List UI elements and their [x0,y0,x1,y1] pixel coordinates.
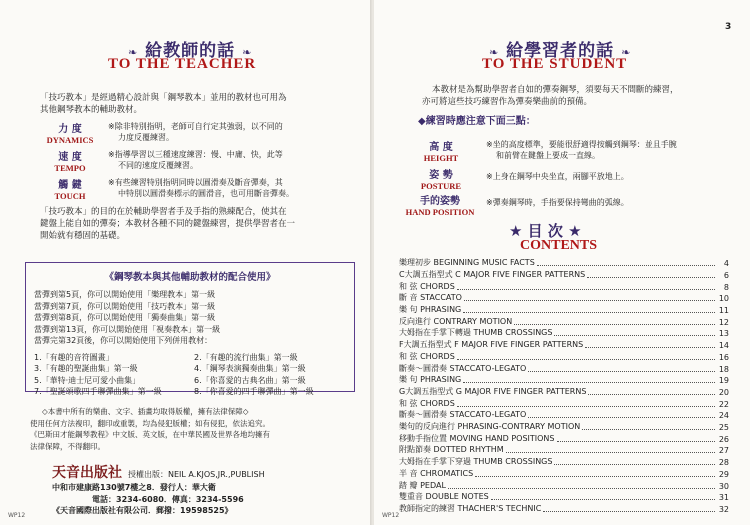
toc-page-number: 27 [718,446,729,456]
toc-item [399,257,729,268]
toc-label: 雙重音 DOUBLE NOTES [399,492,489,502]
practice-header: ◆練習時應注意下面三點： [418,116,536,127]
term-en: HAND POSITION [405,207,475,217]
toc-page-number: 8 [723,282,729,292]
term-en: TOUCH [54,191,86,201]
teacher-outro-line: 開始就有穩固的基礎。 [40,231,126,241]
page-number: 3 [725,22,732,32]
toc-leader [463,382,715,383]
teacher-title-zh-text: 給教師的話 [145,41,236,61]
toc-item [399,386,729,397]
toc-leader [543,511,715,512]
toc-item [399,280,729,291]
term-desc-line: 不同的速度反覆練習。 [118,161,198,170]
term-desc-line: ※坐的高度標準，要能很舒適得按觸到鋼琴：並且手腕 [486,140,677,149]
term-posture [406,166,476,191]
toc-label: 反向進行 CONTRARY MOTION [399,316,513,326]
right-page [374,0,750,525]
ornament-icon: ❧ [489,46,500,59]
toc-item [399,397,729,408]
student-title-en: TO THE STUDENT [482,56,628,72]
teacher-outro [40,206,360,242]
toc-label: G大調五指型式 G MAJOR FIVE FINGER PATTERNS [399,386,587,396]
supplement-lines [34,289,354,347]
toc-item [399,503,729,514]
toc-page-number: 28 [718,458,729,468]
toc-label: 教師指定的練習 THACHER'S TECHNIC [399,503,542,513]
toc-item [399,292,729,303]
toc-leader [528,417,715,418]
term-zh: 姿 勢 [429,170,453,181]
term-desc-line: 和前臂在鍵盤上要成一直線。 [496,151,600,160]
teacher-title-en: TO THE TEACHER [108,56,257,72]
toc-label: 樂 句 PHRASING [399,305,462,315]
toc-label: 和 弦 CHORDS [399,351,455,361]
term-height [406,138,476,163]
toc-leader [582,429,715,430]
notice-line: 法律保障，不得翻印。 [30,441,105,451]
supplement-line: 當彈完第32頁後，你可以開始使用下列併用教材： [34,336,213,345]
contents-title-en: CONTENTS [520,238,598,253]
toc-leader [448,488,715,489]
supplement-list-item: 4.「鋼琴表演獨奏曲集」第一級 [194,364,306,373]
toc-leader [528,371,715,372]
toc-page-number: 13 [718,329,729,339]
toc-item [399,409,729,420]
publisher-license: 授權出版：NEIL A.KJOS,JR.,PUBLISH [128,470,265,479]
teacher-intro-line: 「技巧教本」是經過精心設計與「鋼琴教本」並用的教材也可用為 [40,93,287,103]
copyright-notice [30,406,360,452]
term-desc-line: ※上身在鋼琴中央坐直，兩腳平放地上。 [486,172,629,181]
toc-label: 斷奏～圓滑奏 STACCATO-LEGATO [399,363,527,373]
toc-page-number: 29 [718,469,729,479]
supplement-list-row [34,363,354,375]
supplement-line: 當彈到第8頁，你可以開始使用「獨奏曲集」第一級 [34,313,216,322]
toc-page-number: 25 [718,423,729,433]
term-height-desc [486,139,746,161]
toc-leader [491,499,715,500]
term-zh: 手的姿勢 [420,196,460,207]
student-intro-line: 本教材是為幫助學習者自如的彈奏鋼琴，須要每天不間斷的練習， [432,85,679,95]
toc-label: C大調五指型式 C MAJOR FIVE FINGER PATTERNS [399,269,586,279]
term-en: DYNAMICS [46,135,94,145]
toc-label: 半 音 CHROMATICS [399,468,474,478]
student-intro [404,84,744,108]
teacher-intro [40,92,360,116]
term-desc-line: ※除非特別指明，老師可自行定其強弱，以不同的 [108,122,283,131]
term-desc-line: 中特別以圓滑奏標示的圓滑音，也可用斷音彈奏。 [118,189,294,198]
term-desc-line: ※指導學習以三種速度練習：慢、中庸、快，此等 [108,150,283,159]
toc-label: 大姆指在手掌下穿過 THUMB CROSSINGS [399,457,553,467]
term-touch [35,176,105,201]
student-title-zh-text: 給學習者的話 [506,41,615,61]
teacher-outro-line: 鍵盤上能自如的彈奏；本教材各種不同的鍵盤練習，提供學習者在一 [40,219,296,229]
page-code: WP12 [382,512,400,519]
supplement-line: 當彈到第7頁，你可以開始使用「技巧教本」第一級 [34,301,216,311]
toc-item [399,479,729,490]
term-en: HEIGHT [423,153,459,163]
toc-leader [587,277,715,278]
toc-item [399,421,729,432]
toc-page-number: 18 [718,364,729,374]
toc-page-number: 20 [718,387,729,397]
toc-leader [457,289,715,290]
toc-leader [475,476,715,477]
notice-line: ◇本書中所有的樂曲、文字、插畫均取得版權，擁有法律保障◇ [42,407,249,416]
term-zh: 速 度 [58,152,82,163]
toc-label: 附點節奏 DOTTED RHYTHM [399,445,504,455]
student-intro-line: 亦可將這些技巧練習作為彈奏樂曲前的預備。 [422,97,593,107]
publisher-phone: 電話：3234-6080．傳真：3234-5596 [92,494,244,504]
toc-page-number: 22 [718,399,729,409]
toc-label: 大姆指在手掌下轉過 THUMB CROSSINGS [399,328,553,338]
term-hand-position-desc [486,197,746,208]
toc-leader [588,394,715,395]
toc-page-number: 6 [723,270,729,280]
supplement-list-item: 6.「你喜愛的古典名曲」第一級 [194,375,306,385]
toc-item [399,304,729,315]
supplement-list-row [34,375,354,387]
supplement-list-row [34,352,354,364]
term-zh: 觸 鍵 [58,180,82,191]
toc-leader [585,347,715,348]
supplement-list-item: 3.「有趣的聖誕曲集」第一級 [34,364,138,373]
toc-label: 踏 瓣 PEDAL [399,480,446,490]
toc-page-number: 24 [718,411,729,421]
term-en: TEMPO [54,163,86,173]
toc-label: 樂理初步 BEGINNING MUSIC FACTS [399,258,535,268]
toc-page-number: 11 [718,306,729,316]
teacher-outro-line: 「技巧教本」的目的在於輔助學習者手及手指的熟練配合，使其在 [40,207,287,217]
toc-item [399,351,729,362]
toc-page-number: 26 [718,434,729,444]
toc-label: 斷 音 STACCATO [399,293,462,303]
toc-leader [457,359,715,360]
toc-label: 樂 句 PHRASING [399,375,462,385]
toc-page-number: 14 [718,341,729,351]
term-en: POSTURE [420,181,462,191]
toc-leader [537,265,715,266]
toc-item [399,468,729,479]
toc-label: 斷奏～圓滑奏 STACCATO-LEGATO [399,410,527,420]
toc-leader [554,335,715,336]
toc-item [399,339,729,350]
contents-title-zh: ★ 目 次 ★ [509,222,582,240]
toc-page-number: 16 [718,352,729,362]
toc-leader [554,464,715,465]
toc-leader [506,452,715,453]
ornament-icon: ❧ [242,46,253,59]
supplement-box [25,262,355,396]
supplement-list-item: 2.「有趣的流行曲集」第一級 [194,352,298,362]
toc-page-number: 4 [723,259,729,269]
toc-page-number: 19 [718,376,729,386]
toc-item [399,327,729,338]
term-posture-desc [486,171,746,182]
toc-item [399,456,729,467]
toc-item [399,374,729,385]
publisher-company: 《天音國際出版社有限公司．郵撥：19598525》 [52,506,233,515]
notice-line: 《巴斯田才能鋼琴教程》中文版、英文版，在中華民國及世界各地均擁有 [30,430,270,439]
supplement-list-item: 8.「你喜愛的四手聯彈曲」第一級 [194,387,314,396]
toc-leader [463,312,715,313]
left-page [0,0,372,525]
teacher-intro-line: 其他鋼琴教本的輔助教材。 [40,105,143,115]
toc-leader [464,300,715,301]
term-touch-desc [108,177,368,199]
toc-item [399,444,729,455]
supplement-list-item: 1.「有趣的音符圖畫」 [34,352,114,362]
toc-item [399,491,729,502]
publisher-name: 天音出版社 [52,465,122,481]
term-desc-line: 力度反覆練習。 [118,133,174,142]
toc-page-number: 31 [718,493,729,503]
term-dynamics-desc [108,121,368,143]
toc-item [399,316,729,327]
toc-page-number: 30 [718,481,729,491]
toc-item [399,269,729,280]
toc-leader [457,406,715,407]
ornament-icon: ❧ [621,46,632,59]
page-code: WP12 [8,512,26,519]
toc-label: 和 弦 CHORDS [399,281,455,291]
term-hand-position [392,192,488,217]
toc-leader [557,441,716,442]
toc-label: 樂句的反向進行 PHRASING-CONTRARY MOTION [399,422,581,432]
toc-label: 移動手指位置 MOVING HAND POSITIONS [399,433,555,443]
toc-label: 和 弦 CHORDS [399,398,455,408]
toc-page-number: 10 [718,294,729,304]
supplement-line: 當彈到第13頁，你可以開始使用「視奏教本」第一級 [34,324,221,334]
term-tempo [35,148,105,173]
supplement-list-row [34,386,354,398]
publisher-header [52,462,352,482]
toc-leader [514,324,715,325]
toc-page-number: 32 [718,504,729,514]
supplement-list-item: 5.「華特·迪士尼可愛小曲集」 [34,375,141,385]
ornament-icon: ❧ [128,46,139,59]
term-desc-line: ※有些練習特別指明同時以圓滑奏及斷音彈奏，其 [108,178,283,187]
term-tempo-desc [108,149,368,171]
toc-item [399,362,729,373]
notice-line: 使用任何方法複印，翻印或重製，均為侵犯版權；如有侵犯，依法追究。 [30,418,270,428]
term-zh: 力 度 [58,124,82,135]
supplement-list [34,352,354,398]
term-desc-line: ※彈奏鋼琴時，手指要保持彎曲的弧線。 [486,198,629,207]
toc-page-number: 12 [718,317,729,327]
supplement-list-item: 7.「聖誕頌歌四手聯彈曲集」第一級 [34,387,162,396]
toc-item [399,433,729,444]
publisher-address: 中和市建康路130號7樓之8．發行人：華大衛 [52,483,216,492]
publisher-block [52,462,352,517]
supplement-box-title: 《鋼琴教本與其他輔助教材的配合使用》 [104,272,276,283]
term-dynamics [35,120,105,145]
toc-label: F大調五指型式 F MAJOR FIVE FINGER PATTERNS [399,340,584,350]
term-zh: 高 度 [429,142,453,153]
supplement-line: 當彈到第5頁，你可以開始使用「樂理教本」第一級 [34,290,216,299]
